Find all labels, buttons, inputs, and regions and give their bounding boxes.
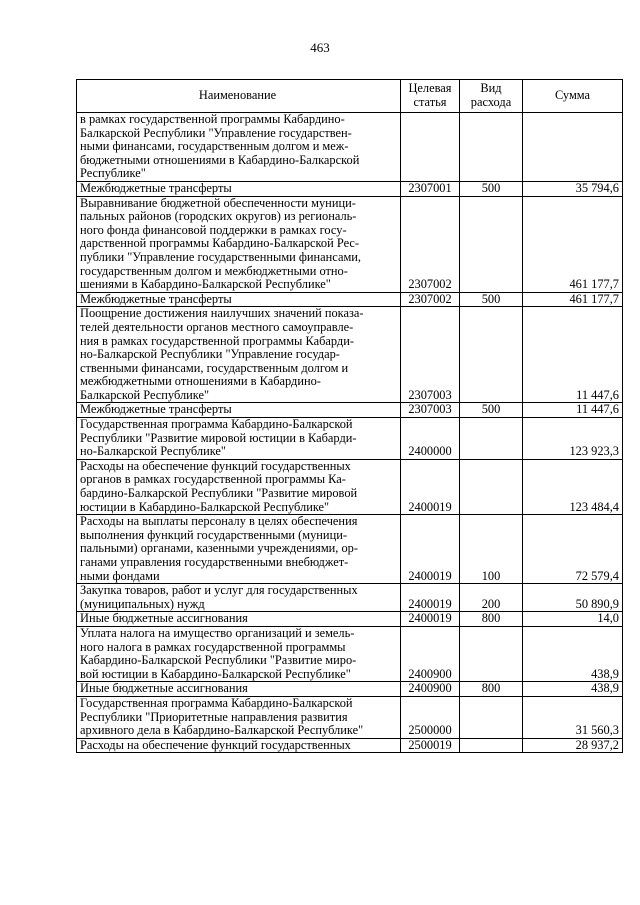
cell-name-line: но-Балкарской Республике" <box>80 444 226 459</box>
cell-name <box>77 584 401 612</box>
cell-name-line: пальных районов (городских округов) из региональ- <box>80 209 357 224</box>
cell-name <box>77 612 401 627</box>
cell-code: 2307001 <box>401 181 460 196</box>
header-kind-line: Вид <box>480 81 502 96</box>
table-body <box>77 113 623 753</box>
cell-name-line: но-Балкарской Республики "Управление государ- <box>80 347 340 362</box>
cell-name-line: дарственной программы Кабардино-Балкарской Рес- <box>80 236 360 251</box>
table-row <box>77 584 623 612</box>
cell-code: 2400019 <box>401 584 460 612</box>
table-row <box>77 696 623 738</box>
table-row <box>77 612 623 627</box>
cell-name-line: Выравнивание бюджетной обеспеченности муници- <box>80 195 356 210</box>
cell-name <box>77 307 401 403</box>
header-kind <box>460 80 523 113</box>
cell-name-line: Расходы на выплаты персоналу в целях обеспечения <box>80 514 358 529</box>
cell-sum: 31 560,3 <box>523 696 623 738</box>
cell-name <box>77 292 401 307</box>
cell-name <box>77 113 401 182</box>
cell-name-line: Закупка товаров, работ и услуг для государственных <box>80 583 358 598</box>
table-header-row <box>77 80 623 113</box>
cell-name-line: Иные бюджетные ассигнования <box>80 681 248 696</box>
cell-name-line: ными фондами <box>80 568 160 583</box>
cell-name-line: Республики "Развитие мировой юстиции в Кабарди- <box>80 430 357 445</box>
cell-name-line: шениями в Кабардино-Балкарской Республике" <box>80 277 331 292</box>
header-code <box>401 80 460 113</box>
cell-name-line: Поощрение достижения наилучших значений показа- <box>80 306 364 321</box>
cell-code: 2400019 <box>401 515 460 584</box>
cell-name-line: ганами управления государственными внебюджет- <box>80 555 349 569</box>
cell-sum: 11 447,6 <box>523 403 623 418</box>
cell-kind <box>460 113 523 182</box>
cell-name-line: выполнения функций государственными (муници- <box>80 527 347 542</box>
table-row <box>77 626 623 681</box>
table-row <box>77 292 623 307</box>
cell-name <box>77 459 401 514</box>
cell-name-line: Расходы на обеспечение функций государственных <box>80 458 351 473</box>
header-kind-line: расхода <box>470 95 512 109</box>
cell-kind <box>460 696 523 738</box>
table-row <box>77 738 623 753</box>
cell-sum: 28 937,2 <box>523 738 623 753</box>
header-code-line: Целевая <box>408 81 452 96</box>
cell-name-line: Республики "Приоритетные направления развития <box>80 709 348 724</box>
cell-name <box>77 515 401 584</box>
cell-name <box>77 696 401 738</box>
cell-kind <box>460 418 523 460</box>
cell-kind <box>460 626 523 681</box>
cell-code: 2400019 <box>401 612 460 627</box>
cell-sum: 14,0 <box>523 612 623 627</box>
cell-code: 2307002 <box>401 292 460 307</box>
cell-name <box>77 181 401 196</box>
cell-kind <box>460 307 523 403</box>
cell-code: 2307002 <box>401 196 460 292</box>
cell-name-line: Балкарской Республике" <box>80 387 210 402</box>
cell-name-line: ными финансами, государственным долгом и меж- <box>80 139 349 154</box>
cell-kind <box>460 459 523 514</box>
cell-name-line: архивного дела в Кабардино-Балкарской Республике" <box>80 723 364 738</box>
cell-name-line: Расходы на обеспечение функций государственных <box>80 737 351 752</box>
cell-name-line: (муниципальных) нужд <box>80 596 205 611</box>
cell-name-line: публики "Управление государственными финансами, <box>80 249 362 264</box>
cell-name-line: телей деятельности органов местного самоуправле- <box>80 319 354 334</box>
table-row <box>77 181 623 196</box>
cell-name-line: вой юстиции в Кабардино-Балкарской Республике" <box>80 666 351 681</box>
cell-name <box>77 738 401 753</box>
cell-kind: 200 <box>460 584 523 612</box>
table-row <box>77 418 623 460</box>
cell-name-line: Государственная программа Кабардино-Балкарской <box>80 695 353 710</box>
cell-sum: 123 923,3 <box>523 418 623 460</box>
cell-sum <box>523 113 623 182</box>
cell-code: 2500000 <box>401 696 460 738</box>
cell-name-line: Государственная программа Кабардино-Балкарской <box>80 417 353 432</box>
cell-name-line: Балкарской Республики "Управление государствен- <box>80 125 352 140</box>
cell-name-line: бюджетными отношениями в Кабардино-Балкарской <box>80 152 360 167</box>
cell-name-line: ного фонда финансовой поддержки в рамках госу- <box>80 222 347 237</box>
cell-name-line: Межбюджетные трансферты <box>80 180 232 195</box>
cell-name-line: ственными финансами, государственным долгом и <box>80 360 349 375</box>
cell-code: 2400019 <box>401 459 460 514</box>
table-row <box>77 515 623 584</box>
cell-code: 2400900 <box>401 682 460 697</box>
cell-sum: 72 579,4 <box>523 515 623 584</box>
cell-name-line: в рамках государственной программы Кабардино- <box>80 112 345 126</box>
cell-name-line: государственным долгом и межбюджетными отно- <box>80 263 348 278</box>
cell-code: 2307003 <box>401 307 460 403</box>
cell-kind: 500 <box>460 181 523 196</box>
cell-sum: 50 890,9 <box>523 584 623 612</box>
table-row <box>77 682 623 697</box>
cell-name-line: ния в рамках государственной программы Кабарди- <box>80 333 354 348</box>
cell-code: 2500019 <box>401 738 460 753</box>
budget-table <box>76 79 623 753</box>
table-row <box>77 307 623 403</box>
cell-sum: 438,9 <box>523 682 623 697</box>
cell-name-line: органов в рамках государственной программы Ка- <box>80 472 346 487</box>
cell-name-line: Иные бюджетные ассигнования <box>80 611 248 626</box>
table-row <box>77 459 623 514</box>
header-code-line: статья <box>413 95 447 109</box>
cell-name-line: юстиции в Кабардино-Балкарской Республике" <box>80 499 330 514</box>
cell-sum: 461 177,7 <box>523 292 623 307</box>
cell-kind: 500 <box>460 292 523 307</box>
cell-name-line: ного налога в рамках государственной программы <box>80 639 346 654</box>
cell-code: 2400900 <box>401 626 460 681</box>
cell-name-line: Республике" <box>80 166 146 181</box>
cell-name-line: бардино-Балкарской Республики "Развитие мировой <box>80 486 358 501</box>
cell-name <box>77 403 401 418</box>
table-row <box>77 196 623 292</box>
cell-name-line: Межбюджетные трансферты <box>80 402 232 417</box>
table-row <box>77 403 623 418</box>
table-row <box>77 113 623 182</box>
cell-name <box>77 682 401 697</box>
cell-sum: 123 484,4 <box>523 459 623 514</box>
cell-name-line: межбюджетными отношениями в Кабардино- <box>80 374 321 389</box>
cell-kind <box>460 196 523 292</box>
cell-kind: 800 <box>460 682 523 697</box>
cell-sum: 35 794,6 <box>523 181 623 196</box>
header-sum: Сумма <box>523 80 623 113</box>
cell-name <box>77 196 401 292</box>
cell-code: 2307003 <box>401 403 460 418</box>
cell-name-line: Кабардино-Балкарской Республики "Развитие миро- <box>80 653 357 668</box>
cell-sum: 11 447,6 <box>523 307 623 403</box>
cell-code <box>401 113 460 182</box>
cell-code: 2400000 <box>401 418 460 460</box>
cell-name-line: Межбюджетные трансферты <box>80 291 232 306</box>
cell-kind: 500 <box>460 403 523 418</box>
cell-sum: 461 177,7 <box>523 196 623 292</box>
header-name: Наименование <box>77 80 401 113</box>
page-number: 463 <box>310 40 330 55</box>
cell-name-line: пальными) органами, казенными учреждениями, ор- <box>80 541 359 556</box>
cell-name <box>77 418 401 460</box>
cell-kind: 800 <box>460 612 523 627</box>
cell-name-line: Уплата налога на имущество организаций и земель- <box>80 625 355 640</box>
cell-kind: 100 <box>460 515 523 584</box>
cell-kind <box>460 738 523 753</box>
cell-name <box>77 626 401 681</box>
cell-sum: 438,9 <box>523 626 623 681</box>
